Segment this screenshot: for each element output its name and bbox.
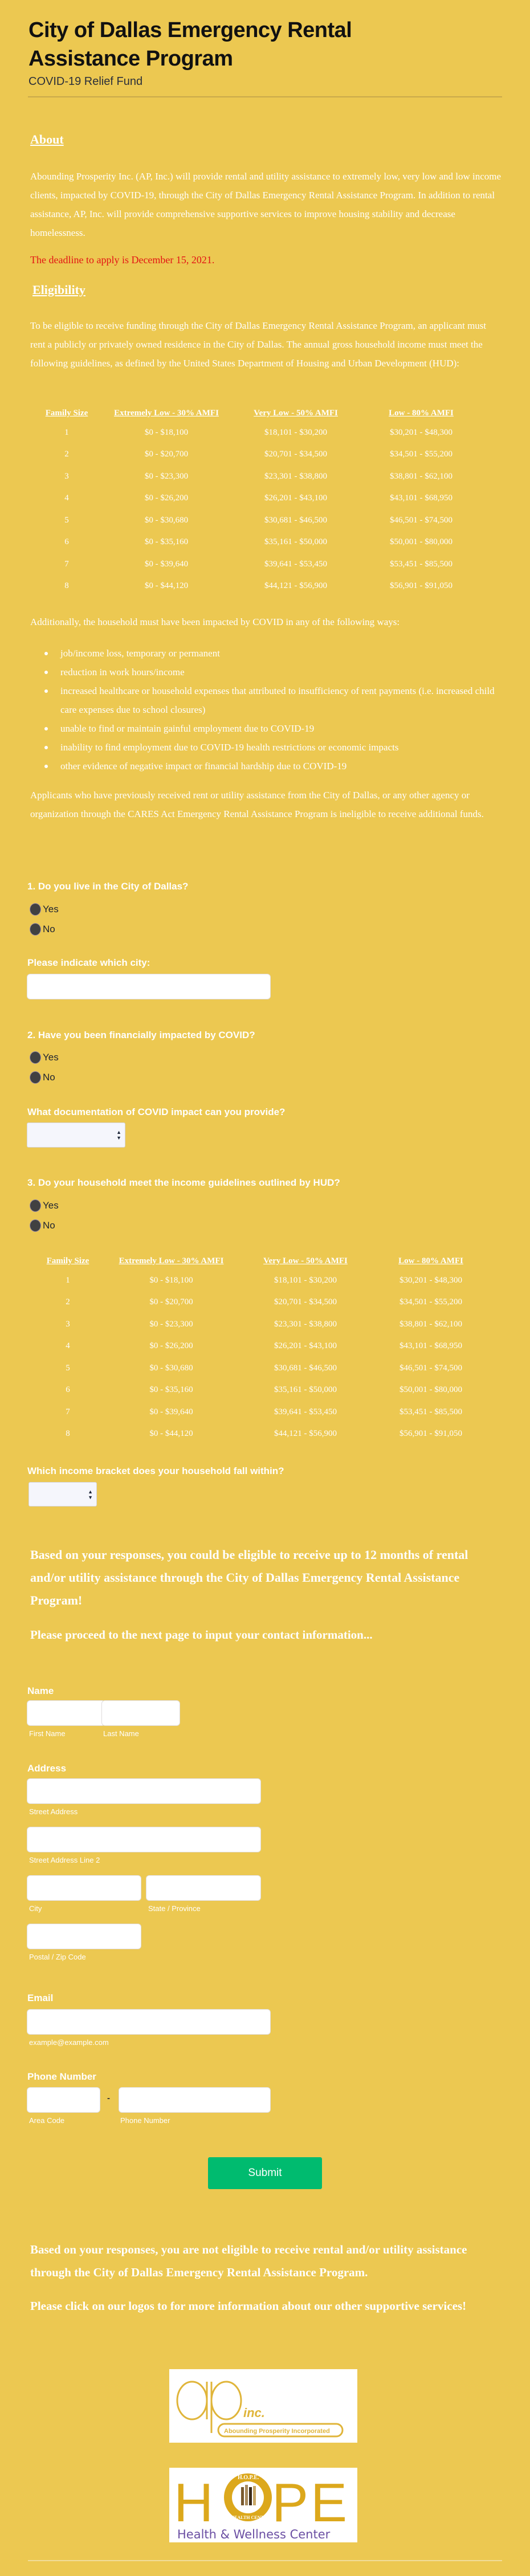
cell: $0 - $18,100 [144,427,189,437]
option-label: No [43,1072,55,1083]
q2-option-no[interactable] [30,1071,55,1084]
cell: 8 [66,1429,70,1439]
cell: $0 - $35,160 [149,1385,193,1395]
cell: $0 - $18,100 [149,1275,193,1285]
svg-text:Health & Wellness Center: Health & Wellness Center [177,2528,331,2541]
list-item: job/income loss, temporary or permanent [43,644,510,663]
col-header: Extremely Low - 30% AMFI [114,408,219,418]
svg-text:P: P [272,2472,309,2533]
table-row [34,1379,492,1402]
table-header-row [33,405,483,422]
table-row [34,1269,492,1292]
phone-separator: - [107,2093,110,2103]
city-input[interactable] [27,974,271,999]
state-sublabel: State / Province [148,1904,201,1913]
cell: 6 [64,537,69,547]
eligibility-intro: To be eligible to receive funding through the City of Dallas Emergency Rental Assistance Program, an applicant must rent a publicly or privately owned residence in the City of Dallas. The annual gross household income must meet the following guidelines, as defined by the United States Department of Housing and Urban Development (HUD): [30,320,487,369]
street-address-2-input[interactable] [27,1827,261,1852]
q3-option-no[interactable] [30,1219,55,1232]
q3-option-yes[interactable] [30,1199,59,1213]
cell: $53,451 - $85,500 [390,559,452,569]
cell: $30,201 - $48,300 [399,1275,462,1285]
zip-sublabel: Postal / Zip Code [29,1953,86,1961]
header-divider [28,96,502,97]
cell: $44,121 - $56,900 [274,1429,337,1439]
cell: 8 [64,581,69,591]
cell: $26,201 - $43,100 [264,493,327,503]
select-arrows-icon: ▲ ▼ [88,1489,93,1500]
cell: $39,641 - $53,450 [264,559,327,569]
svg-text:H.O.P.E.: H.O.P.E. [238,2475,259,2481]
cell: 2 [64,450,69,459]
city-sublabel: City [29,1904,42,1913]
cell: $26,201 - $43,100 [274,1341,337,1351]
cell: 3 [66,1319,70,1329]
table-row [33,422,483,444]
radio-button[interactable] [30,1199,41,1212]
cell: 3 [64,471,69,481]
cell: $20,701 - $34,500 [264,450,327,459]
cell: $53,451 - $85,500 [399,1407,462,1416]
list-item: other evidence of negative impact or financial hardship due to COVID-19 [43,757,510,775]
eligible-message: Based on your responses, you could be eligible to receive up to 12 months of rental and/or utility assistance through the City of Dallas Emergency Rental Assistance Program! [30,1548,468,1607]
city-address-input[interactable] [27,1875,141,1901]
eligibility-heading: Eligibility [32,283,85,297]
svg-text:inc.: inc. [243,2406,265,2420]
cell: $0 - $39,640 [149,1407,193,1416]
cell: $0 - $30,680 [149,1363,193,1373]
svg-text:HEALTH CENTER: HEALTH CENTER [231,2515,270,2520]
hope-logo-icon [169,2468,357,2542]
phone-label: Phone Number [27,2071,96,2082]
q1-option-no[interactable] [30,922,55,936]
col-header: Low - 80% AMFI [398,1256,463,1265]
cell: 6 [66,1385,70,1395]
table-row [33,532,483,554]
cell: $34,501 - $55,200 [399,1297,462,1307]
last-name-input[interactable] [101,1700,180,1726]
cell: $50,001 - $80,000 [399,1385,462,1395]
cell: 4 [66,1341,70,1351]
table-row [34,1357,492,1379]
col-header: Very Low - 50% AMFI [263,1256,348,1265]
cell: $0 - $20,700 [144,450,189,459]
cell: $0 - $39,640 [144,559,189,569]
cell: 7 [64,559,69,569]
q2-option-yes[interactable] [30,1051,59,1064]
cell: 4 [64,493,69,503]
table-header-row [34,1252,492,1269]
question-1-label: 1. Do you live in the City of Dallas? [27,881,189,892]
table-row [33,509,483,532]
cell: $18,101 - $30,200 [264,427,327,437]
about-heading: About [30,132,64,146]
ineligibility-note: Applicants who have previously received rent or utility assistance from the City of Dallas, or any other agency or organization through the CARES Act Emergency Rental Assistance Program is ineligible to receive additional funds. [30,790,484,819]
cell: $0 - $20,700 [149,1297,193,1307]
last-name-sublabel: Last Name [103,1729,139,1738]
list-item: inability to find employment due to COVID-19 health restrictions or economic impacts [43,738,510,757]
option-label: No [43,1220,55,1231]
question-3-label: 3. Do your household meet the income guidelines outlined by HUD? [27,1177,340,1188]
first-name-input[interactable] [27,1700,105,1726]
cell: $30,681 - $46,500 [264,515,327,525]
cell: $0 - $23,300 [149,1319,193,1329]
table-row [33,466,483,488]
income-table-1 [33,405,483,597]
cell: $35,161 - $50,000 [264,537,327,547]
radio-button[interactable] [30,923,41,936]
income-table-2 [34,1252,492,1445]
cell: 7 [66,1407,70,1416]
phone-number-sublabel: Phone Number [120,2116,170,2125]
about-body: Abounding Prosperity Inc. (AP, Inc.) will provide rental and utility assistance to extremely low, very low and low income clients, impacted by COVID-19, through the City of Dallas Emergency Rental Assistance Program. In addition to rental assistance, AP, Inc. will provide comprehensive supportive services to improve housing stability and decrease homelessness. [30,171,502,238]
col-header: Very Low - 50% AMFI [254,408,338,418]
first-name-sublabel: First Name [29,1729,66,1738]
area-code-input[interactable] [27,2087,100,2113]
cell: $34,501 - $55,200 [390,450,452,459]
table-row [34,1292,492,1314]
cell: $0 - $26,200 [144,493,189,503]
area-code-sublabel: Area Code [29,2116,65,2125]
city-label: Please indicate which city: [27,957,150,968]
radio-button[interactable] [30,1051,41,1064]
cell: $30,681 - $46,500 [274,1363,337,1373]
cell: $43,101 - $68,950 [390,493,452,503]
cell: $0 - $23,300 [144,471,189,481]
logos-message: Please click on our logos to for more information about our other supportive services! [30,2299,467,2313]
radio-button[interactable] [30,1219,41,1232]
radio-button[interactable] [30,1071,41,1084]
col-header: Extremely Low - 30% AMFI [119,1256,224,1265]
q1-option-yes[interactable] [30,903,59,916]
cell: $46,501 - $74,500 [399,1363,462,1373]
deadline-notice: The deadline to apply is December 15, 2021. [30,254,215,266]
cell: $56,901 - $91,050 [390,581,452,591]
page-subtitle: COVID-19 Relief Fund [28,75,143,88]
cell: $18,101 - $30,200 [274,1275,337,1285]
phone-number-input[interactable] [119,2087,271,2113]
cell: $0 - $44,120 [144,581,189,591]
question-2-label: 2. Have you been financially impacted by COVID? [27,1030,255,1040]
page-title: City of Dallas Emergency Rental Assistance Program [28,18,352,71]
impact-list [43,644,510,775]
list-item: increased healthcare or household expenses that attributed to insufficiency of rent payments (i.e. increased child care expenses due to school closures) [43,681,510,719]
cell: 5 [66,1363,70,1373]
documentation-select[interactable] [27,1122,125,1148]
cell: 1 [64,427,69,437]
cell: $30,201 - $48,300 [390,427,452,437]
name-label: Name [27,1685,54,1696]
table-row [34,1313,492,1336]
cell: $46,501 - $74,500 [390,515,452,525]
email-label: Email [27,1993,54,2003]
submit-button[interactable]: Submit [208,2157,322,2189]
table-row [33,575,483,598]
cell: 2 [66,1297,70,1307]
cell: $0 - $35,160 [144,537,189,547]
table-row [34,1336,492,1358]
income-bracket-select[interactable] [28,1482,97,1507]
cell: $50,001 - $80,000 [390,537,452,547]
zip-input[interactable] [27,1924,141,1949]
table-row [33,553,483,575]
cell: $44,121 - $56,900 [264,581,327,591]
option-label: Yes [43,1052,59,1063]
option-label: No [43,924,55,934]
email-input[interactable] [27,2009,271,2035]
cell: $35,161 - $50,000 [274,1385,337,1395]
cell: $0 - $26,200 [149,1341,193,1351]
street-address-sublabel: Street Address [29,1807,78,1816]
proceed-message: Please proceed to the next page to input your contact information... [30,1628,373,1642]
col-header: Low - 80% AMFI [389,408,454,418]
ineligible-message: Based on your responses, you are not eligible to receive rental and/or utility assistance through the City of Dallas Emergency Rental Assistance Program. [30,2243,467,2279]
option-label: Yes [43,904,59,915]
col-header: Family Size [46,1256,89,1265]
address-label: Address [27,1763,67,1774]
cell: $38,801 - $62,100 [399,1319,462,1329]
ap-inc-logo-icon [169,2369,357,2443]
hope-logo-link[interactable] [169,2468,357,2542]
table-row [34,1423,492,1446]
svg-text:E: E [311,2472,348,2533]
covid-impact-intro: Additionally, the household must have been impacted by COVID in any of the following ways: [30,617,400,627]
cell: 1 [66,1275,70,1285]
cell: $20,701 - $34,500 [274,1297,337,1307]
cell: $0 - $44,120 [149,1429,193,1439]
table-row [34,1401,492,1423]
documentation-label: What documentation of COVID impact can you provide? [27,1107,286,1117]
cell: $0 - $30,680 [144,515,189,525]
option-label: Yes [43,1200,59,1211]
list-item: reduction in work hours/income [43,663,510,681]
list-item: unable to find or maintain gainful employment due to COVID-19 [43,719,510,738]
cell: 5 [64,515,69,525]
radio-button[interactable] [30,903,41,916]
street-address-input[interactable] [27,1778,261,1804]
svg-text:Abounding Prosperity Incorpora: Abounding Prosperity Incorporated [224,2428,330,2435]
street-address-2-sublabel: Street Address Line 2 [29,1856,100,1864]
cell: $38,801 - $62,100 [390,471,452,481]
svg-text:H: H [174,2472,214,2533]
income-bracket-label: Which income bracket does your household fall within? [27,1465,284,1476]
col-header: Family Size [45,408,88,418]
state-input[interactable] [146,1875,261,1901]
table-row [33,488,483,510]
cell: $56,901 - $91,050 [399,1429,462,1439]
cell: $23,301 - $38,800 [274,1319,337,1329]
cell: $39,641 - $53,450 [274,1407,337,1416]
email-sublabel: example@example.com [29,2038,109,2047]
ap-inc-logo-link[interactable] [169,2369,357,2443]
table-row [33,444,483,466]
footer-divider [28,2560,502,2561]
select-arrows-icon: ▲ ▼ [116,1129,121,1141]
cell: $23,301 - $38,800 [264,471,327,481]
cell: $43,101 - $68,950 [399,1341,462,1351]
